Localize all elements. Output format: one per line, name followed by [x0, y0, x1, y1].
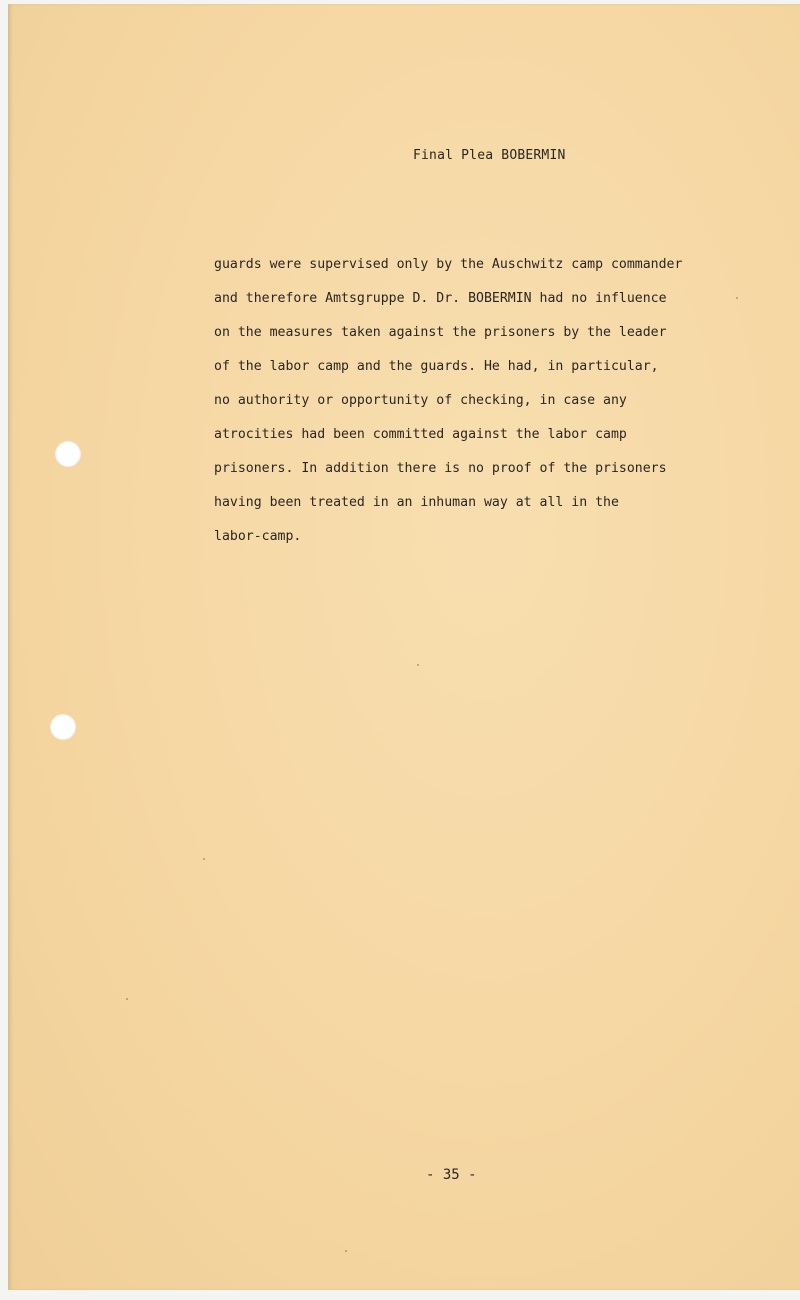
text-line: having been treated in an inhuman way at all in the [214, 495, 619, 510]
page-number: - 35 - [426, 1167, 477, 1183]
paper-speck [126, 998, 128, 1000]
text-line: prisoners. In addition there is no proof of the prisoners [214, 461, 667, 476]
text-line: no authority or opportunity of checking, in case any [214, 393, 627, 408]
page-header: Final Plea BOBERMIN [413, 148, 566, 163]
text-line: atrocities had been committed against the labor camp [214, 427, 627, 442]
paper-sheet [8, 4, 800, 1290]
text-line: labor-camp. [214, 529, 302, 544]
text-line: of the labor camp and the guards. He had, in particular, [214, 359, 659, 374]
text-line: on the measures taken against the prisoners by the leader [214, 325, 667, 340]
paper-speck [203, 858, 205, 860]
punch-hole [50, 714, 76, 740]
paper-speck [417, 664, 419, 666]
punch-hole [55, 441, 81, 467]
text-line: and therefore Amtsgruppe D. Dr. BOBERMIN had no influence [214, 291, 667, 306]
paper-speck [345, 1250, 347, 1252]
body-paragraph [214, 248, 682, 554]
paper-speck [736, 297, 738, 299]
text-line: guards were supervised only by the Auschwitz camp commander [214, 257, 683, 272]
